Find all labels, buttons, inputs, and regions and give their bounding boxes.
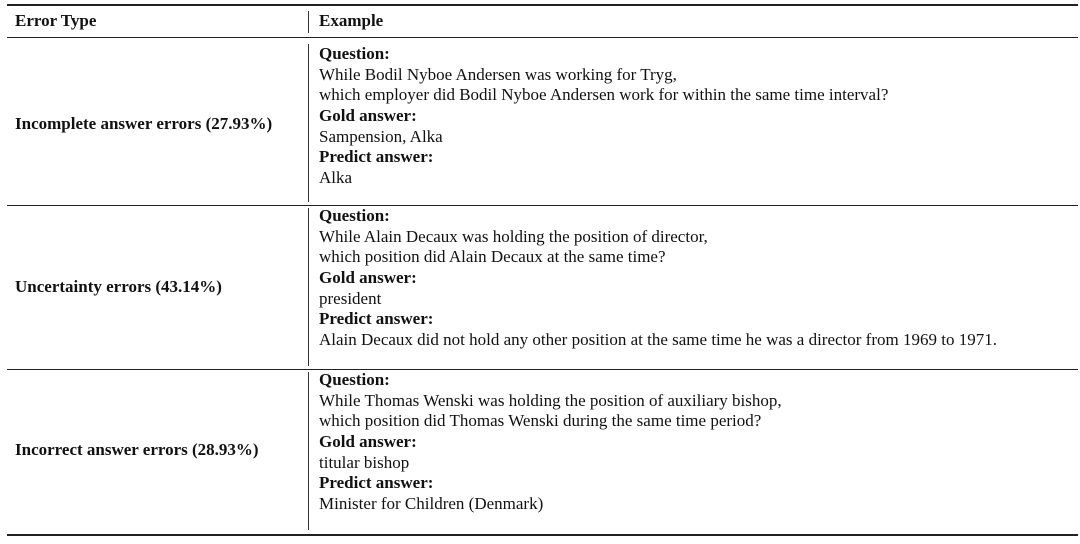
column-separator [308, 44, 309, 202]
example-cell [319, 206, 997, 351]
header-error-type: Error Type [15, 11, 97, 30]
gold-answer-label: Gold answer: [319, 106, 417, 126]
predict-answer-label: Predict answer: [319, 147, 434, 167]
question-label: Question: [319, 206, 390, 225]
predict-answer: Alain Decaux did not hold any other position at the same time he was a director from 1969 to 1971. [319, 330, 997, 350]
question-line: While Thomas Wenski was holding the position of auxiliary bishop, [319, 390, 782, 410]
column-separator [308, 372, 309, 530]
gold-answer-label: Gold answer: [319, 268, 417, 288]
question-label: Question: [319, 44, 390, 63]
question-label: Question: [319, 370, 390, 389]
question-line: which position did Alain Decaux at the same time? [319, 247, 666, 267]
predict-answer: Minister for Children (Denmark) [319, 494, 544, 514]
error-type-incorrect: Incorrect answer errors (28.93%) [15, 440, 259, 459]
example-cell [319, 44, 888, 189]
error-type-incomplete: Incomplete answer errors (27.93%) [15, 114, 273, 133]
question-line: which employer did Bodil Nyboe Andersen work for within the same time interval? [319, 85, 889, 105]
column-separator [308, 208, 309, 366]
predict-answer-label: Predict answer: [319, 309, 434, 329]
error-type-uncertainty: Uncertainty errors (43.14%) [15, 277, 222, 296]
question-line: While Bodil Nyboe Andersen was working for Tryg, [319, 64, 677, 84]
header-example: Example [319, 11, 384, 30]
question-line: which position did Thomas Wenski during the same time period? [319, 411, 762, 431]
predict-answer: Alka [319, 168, 353, 188]
question-line: While Alain Decaux was holding the position of director, [319, 226, 708, 246]
column-separator [308, 11, 309, 33]
predict-answer-label: Predict answer: [319, 473, 434, 493]
example-cell [319, 370, 782, 515]
gold-answer: Sampension, Alka [319, 126, 443, 146]
gold-answer: president [319, 288, 382, 308]
header-rule [7, 37, 1078, 38]
gold-answer-label: Gold answer: [319, 432, 417, 452]
gold-answer: titular bishop [319, 452, 410, 472]
table-top-rule [7, 4, 1078, 6]
table-bottom-rule [7, 534, 1078, 536]
